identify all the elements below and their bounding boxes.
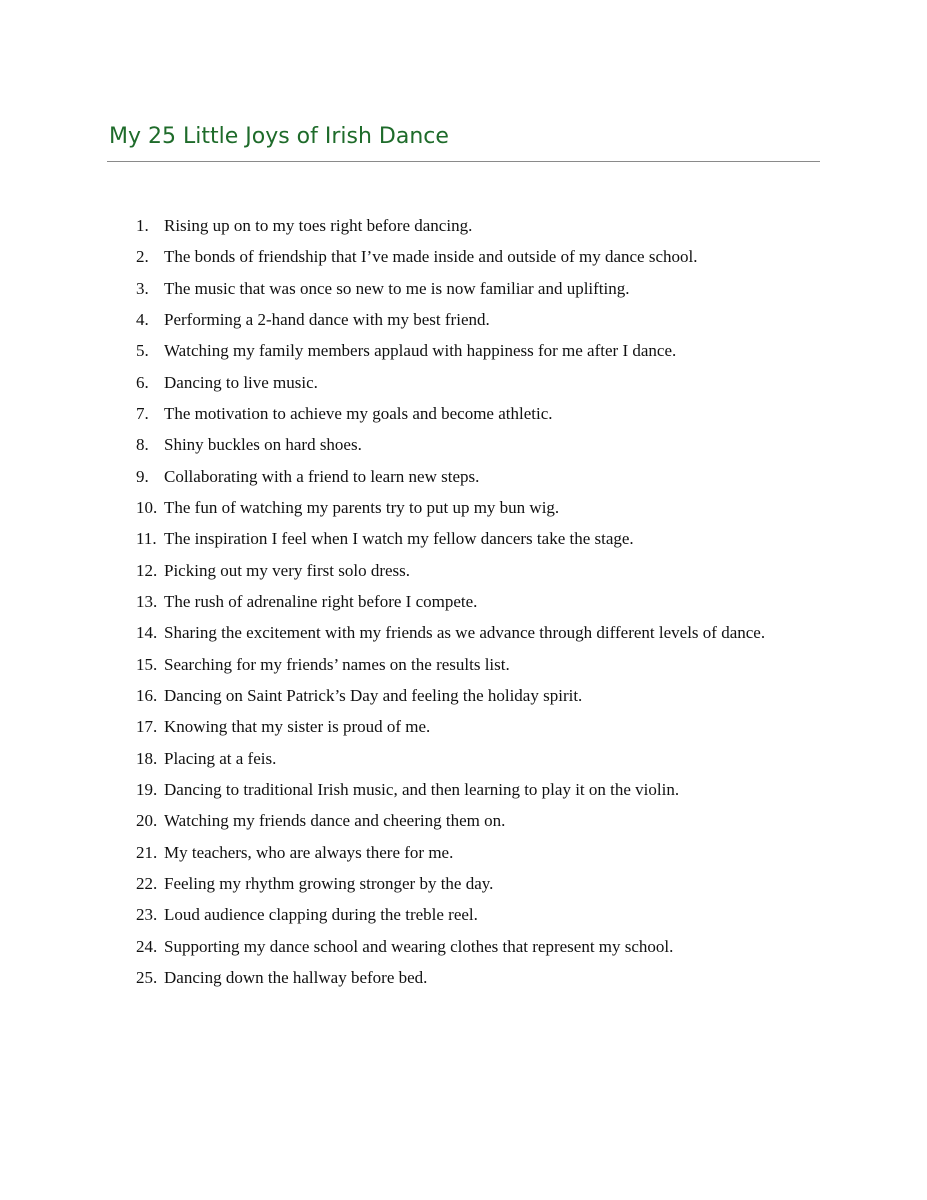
list-item-number: 3. bbox=[136, 278, 149, 298]
list-item-number: 25. bbox=[136, 967, 158, 987]
list-item-number: 13. bbox=[136, 591, 158, 611]
list-item-number: 23. bbox=[136, 905, 158, 925]
list-item bbox=[136, 837, 765, 868]
list-item-text: Dancing down the hallway before bed. bbox=[164, 967, 428, 987]
list-item-text: The fun of watching my parents try to put up my bun wig. bbox=[164, 497, 560, 517]
list-item-text: Feeling my rhythm growing stronger by the day. bbox=[164, 873, 494, 893]
list-item-number: 12. bbox=[136, 560, 158, 580]
list-item bbox=[136, 774, 765, 805]
list-item bbox=[136, 555, 765, 586]
list-item-text: Dancing to traditional Irish music, and then learning to play it on the violin. bbox=[164, 779, 680, 799]
list-item-text: Shiny buckles on hard shoes. bbox=[164, 435, 362, 455]
list-item-text: Supporting my dance school and wearing clothes that represent my school. bbox=[164, 936, 674, 956]
list-item-text: Sharing the excitement with my friends as we advance through different levels of dance. bbox=[164, 623, 766, 643]
list-item bbox=[136, 680, 765, 711]
list-item-text: Loud audience clapping during the treble reel. bbox=[164, 905, 478, 925]
list-item-text: The rush of adrenaline right before I compete. bbox=[164, 591, 478, 611]
list-item-text: Searching for my friends’ names on the results list. bbox=[164, 654, 510, 674]
list-item-text: Dancing on Saint Patrick’s Day and feeling the holiday spirit. bbox=[164, 685, 583, 705]
title-divider bbox=[107, 161, 820, 162]
list-item bbox=[136, 868, 765, 899]
list-item-number: 9. bbox=[136, 466, 149, 486]
list-item bbox=[136, 398, 765, 429]
list-item-number: 5. bbox=[136, 341, 149, 361]
list-item-text: Watching my friends dance and cheering them on. bbox=[164, 811, 506, 831]
list-item-text: Placing at a feis. bbox=[164, 748, 277, 768]
list-item bbox=[136, 931, 765, 962]
list-item-number: 10. bbox=[136, 497, 158, 517]
list-item-number: 18. bbox=[136, 748, 158, 768]
page-title: My 25 Little Joys of Irish Dance bbox=[109, 124, 449, 149]
list-item-text: The inspiration I feel when I watch my fellow dancers take the stage. bbox=[164, 529, 634, 549]
list-item-number: 20. bbox=[136, 811, 158, 831]
list-item bbox=[136, 649, 765, 680]
list-item-text: Rising up on to my toes right before dancing. bbox=[164, 216, 473, 235]
list-item bbox=[136, 962, 765, 993]
list-item-text: The motivation to achieve my goals and become athletic. bbox=[164, 403, 553, 423]
list-item bbox=[136, 805, 765, 836]
list-item-number: 16. bbox=[136, 685, 158, 705]
list-item-text: Picking out my very first solo dress. bbox=[164, 560, 411, 580]
list-item-number: 21. bbox=[136, 842, 158, 862]
list-item bbox=[136, 523, 765, 554]
list-item bbox=[136, 711, 765, 742]
list-item-text: Performing a 2-hand dance with my best friend. bbox=[164, 309, 490, 329]
list-item-text: The music that was once so new to me is now familiar and uplifting. bbox=[164, 278, 630, 298]
list-item-text: Collaborating with a friend to learn new steps. bbox=[164, 466, 480, 486]
joys-list bbox=[136, 210, 765, 993]
list-item-number: 1. bbox=[136, 216, 149, 235]
list-item bbox=[136, 586, 765, 617]
list-item bbox=[136, 304, 765, 335]
list-item bbox=[136, 899, 765, 930]
list-item-number: 24. bbox=[136, 936, 158, 956]
list-item-number: 4. bbox=[136, 309, 149, 329]
list-item-text: Dancing to live music. bbox=[164, 372, 318, 392]
list-item bbox=[136, 461, 765, 492]
list-item-number: 7. bbox=[136, 403, 149, 423]
list-item-number: 17. bbox=[136, 717, 158, 737]
list-item-number: 14. bbox=[136, 623, 158, 643]
list-item-number: 11. bbox=[136, 529, 157, 549]
list-item-number: 15. bbox=[136, 654, 158, 674]
list-item-text: The bonds of friendship that I’ve made inside and outside of my dance school. bbox=[164, 247, 698, 267]
list-item bbox=[136, 617, 765, 648]
list-item bbox=[136, 429, 765, 460]
list-item bbox=[136, 210, 765, 241]
list-item-number: 22. bbox=[136, 873, 158, 893]
list-item bbox=[136, 492, 765, 523]
list-item bbox=[136, 241, 765, 272]
list-item-text: Knowing that my sister is proud of me. bbox=[164, 717, 431, 737]
list-item bbox=[136, 335, 765, 366]
list-item-number: 6. bbox=[136, 372, 149, 392]
list-item-number: 2. bbox=[136, 247, 149, 267]
list-item bbox=[136, 743, 765, 774]
list-item-text: My teachers, who are always there for me. bbox=[164, 842, 454, 862]
list-item-text: Watching my family members applaud with happiness for me after I dance. bbox=[164, 341, 677, 361]
list-item-number: 19. bbox=[136, 779, 158, 799]
list-item bbox=[136, 273, 765, 304]
list-item-number: 8. bbox=[136, 435, 149, 455]
list-item bbox=[136, 367, 765, 398]
